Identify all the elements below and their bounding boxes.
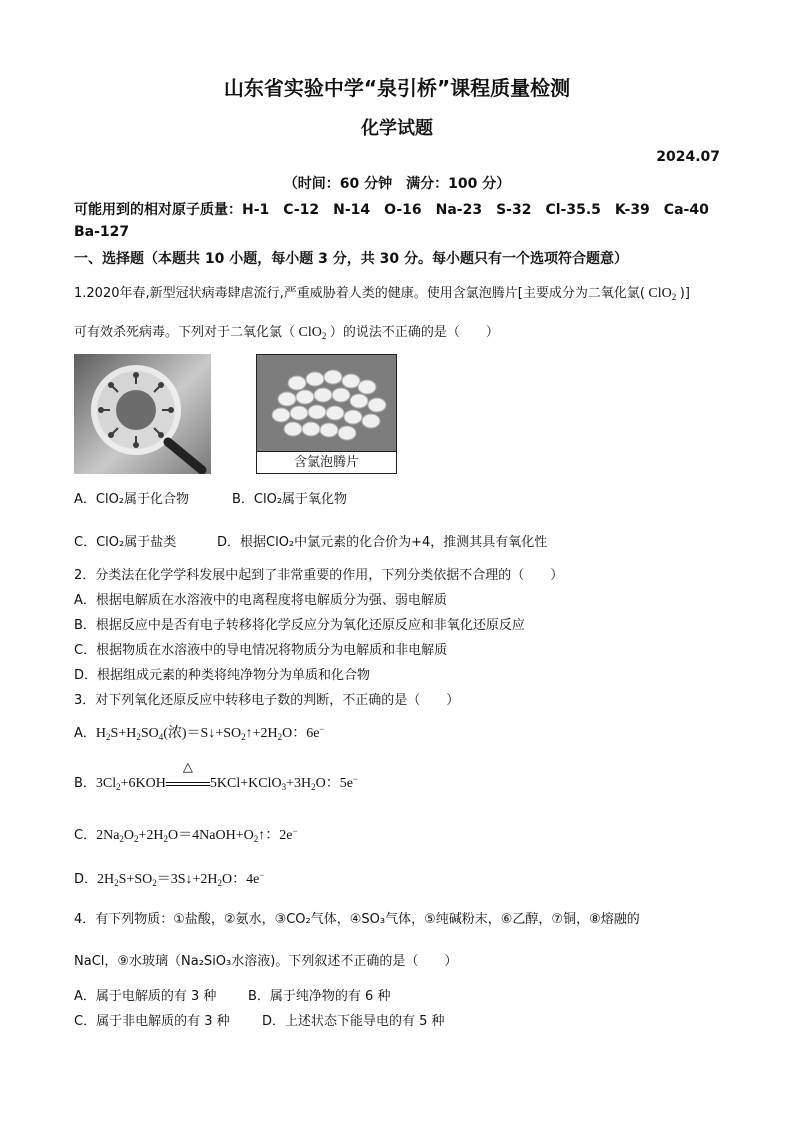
- q3-option-b-label: B．: [74, 776, 96, 791]
- q2-option-d: D．根据组成元素的种类将纯净物分为单质和化合物: [74, 668, 371, 683]
- virus-image: [74, 354, 211, 474]
- q1-stem-text-c: ）的说法不正确的是（ ）: [329, 325, 499, 340]
- q1-option-d: D．根据ClO₂中氯元素的化合价为+4，推测其具有氧化性: [217, 535, 548, 550]
- q1-option-b: B．ClO₂属于氧化物: [232, 492, 348, 507]
- q3-stem: 3．对下列氧化还原反应中转移电子数的判断，不正确的是（ ）: [74, 693, 460, 708]
- q2-option-b: B．根据反应中是否有电子转移将化学反应分为氧化还原反应和非氧化还原反应: [74, 618, 525, 633]
- q3-option-a-label: A．: [74, 726, 96, 741]
- magnifier-virus-icon: [74, 354, 211, 474]
- q1-option-c: C．ClO₂属于盐类: [74, 535, 177, 550]
- q4-option-b: B．属于纯净物的有 6 种: [248, 989, 391, 1004]
- q1-formula: ClO$_2$: [644, 286, 677, 302]
- q1-formula-2: ClO$_2$: [295, 325, 327, 341]
- tablets-caption: 含氯泡腾片: [257, 451, 396, 474]
- heating-arrow: [166, 759, 210, 792]
- q4-stem-line2: NaCl，⑨水玻璃（Na₂SiO₃水溶液)。下列叙述不正确的是（ ）: [74, 954, 458, 969]
- q3-equation-b: $3Cl_2+6KOH$ △ $5KCl+KClO_3+3H_2O$：5e−: [95, 759, 358, 792]
- q4-option-a: A．属于电解质的有 3 种: [74, 989, 217, 1004]
- q3-option-d-label: D．: [74, 872, 98, 887]
- section-heading: 一、选择题（本题共 10 小题，每小题 3 分，共 30 分。每小题只有一个选项符合题意）: [74, 251, 628, 267]
- q1-stem-line2: [74, 321, 499, 341]
- q3-option-c-label: C．: [74, 828, 97, 843]
- atomic-mass-line2: Ba-127: [74, 224, 130, 240]
- q3-option-a: [74, 722, 325, 742]
- q2-stem: 2．分类法在化学学科发展中起到了非常重要的作用，下列分类依据不合理的（ ）: [74, 568, 564, 583]
- q1-stem-text-a: 1.2020年春,新型冠状病毒肆虐流行,严重威胁着人类的健康。使用含氯泡腾片[主要成分为二氧化氯(: [74, 286, 645, 301]
- exam-subtitle: 化学试题: [361, 118, 433, 139]
- q1-option-a: A．ClO₂属于化合物: [74, 492, 190, 507]
- q2-option-c: C．根据物质在水溶液中的导电情况将物质分为电解质和非电解质: [74, 643, 448, 658]
- q3-equation-c: $2Na_2O_2+2H_2O=4NaOH+O_2↑$：2e−: [96, 826, 298, 844]
- q4-option-c: C．属于非电解质的有 3 种: [74, 1014, 230, 1029]
- delta-symbol: △: [182, 759, 193, 774]
- q4-stem-line1: 4．有下列物质：①盐酸，②氨水，③CO₂气体，④SO₃气体，⑤纯碱粉末，⑥乙醇，⑦铜，⑧熔融的: [74, 912, 640, 927]
- exam-title: 山东省实验中学“泉引桥”课程质量检测: [223, 76, 571, 100]
- q2-option-a: A．根据电解质在水溶液中的电离程度将电解质分为强、弱电解质: [74, 593, 447, 608]
- q3-equation-d: $2H_2S+SO_2=3S↓+2H_2O$：4e−: [97, 870, 265, 888]
- tablets-photo-icon: [257, 355, 396, 451]
- q1-stem-text-b: 可有效杀死病毒。下列对于二氧化氯（: [74, 325, 296, 340]
- q4-option-d: D．上述状态下能导电的有 5 种: [262, 1014, 445, 1029]
- time-info: （时间：60 分钟 满分：100 分）: [283, 176, 511, 192]
- q3-option-d: [74, 868, 264, 888]
- tablets-image: [256, 354, 397, 474]
- exam-date: 2024.07: [656, 149, 720, 165]
- q3-option-c: [74, 824, 298, 844]
- q3-equation-a: $H_2S+H_2SO_4$(浓)$=S↓+SO_2↑+2H_2O$：6e−: [95, 724, 325, 742]
- atomic-mass-line1: 可能用到的相对原子质量：H-1 C-12 N-14 O-16 Na-23 S-32 Cl-35.5 K-39 Ca-40: [74, 202, 709, 218]
- q1-stem-line1: 1.2020年春,新型冠状病毒肆虐流行,严重威胁着人类的健康。使用含氯泡腾片[主要成分为二氧化氯( ClO$_2$ )]: [74, 286, 690, 302]
- q3-option-b: [74, 759, 358, 792]
